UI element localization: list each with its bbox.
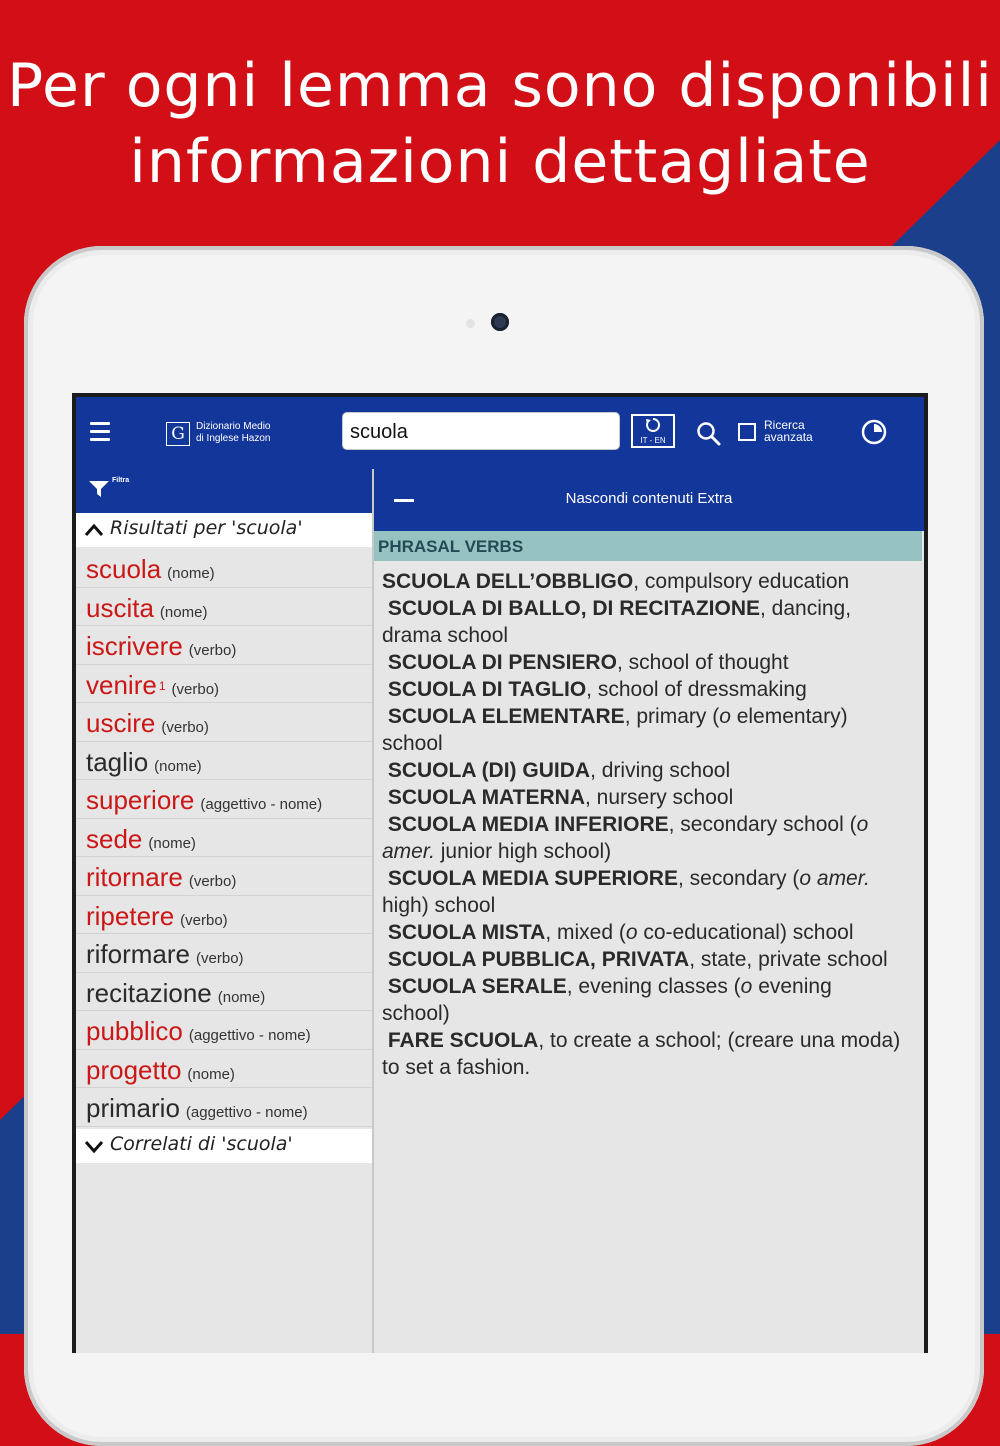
advanced-search-line-2: avanzata xyxy=(764,430,813,444)
entry-note: o xyxy=(719,705,731,728)
result-word[interactable] xyxy=(86,863,236,896)
section-title: PHRASAL VERBS xyxy=(378,537,524,556)
hamburger-icon[interactable] xyxy=(90,422,110,444)
result-word[interactable] xyxy=(86,1017,311,1050)
entry-note: o xyxy=(625,921,638,944)
entry-note: o amer. xyxy=(382,813,869,863)
result-word[interactable] xyxy=(86,632,236,665)
result-word-text: scuola xyxy=(86,554,162,584)
entry-headword: SCUOLA MATERNA xyxy=(387,786,585,809)
light-sensor xyxy=(466,319,475,328)
result-item[interactable] xyxy=(76,588,372,627)
part-of-speech: (aggettivo - nome) xyxy=(188,1027,311,1044)
advanced-search-checkbox[interactable] xyxy=(738,423,756,441)
entry-translation: , school of dressmaking xyxy=(586,678,807,701)
part-of-speech: (nome) xyxy=(167,565,215,582)
result-item[interactable] xyxy=(76,780,372,819)
results-list xyxy=(76,549,372,1127)
part-of-speech: (verbo) xyxy=(171,680,220,698)
part-of-speech: (verbo) xyxy=(188,873,237,890)
entry-translation: , dancing, drama school xyxy=(382,597,852,647)
entry-headword: SCUOLA MISTA xyxy=(387,921,546,944)
filter-icon[interactable] xyxy=(88,477,110,499)
result-item[interactable] xyxy=(76,857,372,896)
results-header[interactable] xyxy=(76,513,372,547)
result-word[interactable] xyxy=(86,979,265,1012)
search-icon[interactable] xyxy=(696,421,722,447)
entry-translation: , nursery school xyxy=(585,786,734,809)
search-input[interactable] xyxy=(342,412,620,450)
result-word-text: venire xyxy=(86,669,157,700)
result-word-text: taglio xyxy=(86,746,149,777)
entry-note: o amer. xyxy=(799,867,870,890)
result-word-text: ritornare xyxy=(86,862,183,892)
entry-translation: , state, private school xyxy=(689,948,888,971)
logo-text xyxy=(196,421,271,445)
part-of-speech: (nome) xyxy=(154,757,202,775)
result-word-text: primario xyxy=(86,1093,180,1123)
entry-headword: SCUOLA PUBBLICA, PRIVATA xyxy=(387,948,690,971)
headline-line-2: informazioni dettagliate xyxy=(129,127,871,197)
result-word[interactable] xyxy=(86,748,202,781)
phrasal-entry xyxy=(382,948,888,971)
entry-translation: , secondary ( xyxy=(677,867,800,890)
front-camera xyxy=(491,313,509,331)
entry-translation: elementary) school xyxy=(382,705,848,755)
phrasal-entry xyxy=(382,921,854,944)
result-word[interactable] xyxy=(86,786,322,819)
result-word[interactable] xyxy=(86,902,228,935)
promo-headline xyxy=(0,48,1000,200)
result-item[interactable] xyxy=(76,626,372,665)
homograph-number: 1 xyxy=(158,678,166,693)
result-word-text: superiore xyxy=(86,785,195,815)
result-item[interactable] xyxy=(76,703,372,742)
part-of-speech: (nome) xyxy=(187,1065,235,1083)
tablet-screen xyxy=(72,393,928,1353)
top-toolbar xyxy=(76,397,924,469)
result-word-text: pubblico xyxy=(86,1016,183,1046)
phrasal-entry xyxy=(382,678,807,701)
result-word-text: ripetere xyxy=(86,900,175,931)
entry-panel xyxy=(374,469,924,1353)
result-word-text: iscrivere xyxy=(86,631,183,661)
result-word[interactable] xyxy=(86,709,209,742)
entry-content xyxy=(382,568,902,1081)
entry-headword: SCUOLA DI BALLO, DI RECITAZIONE xyxy=(387,597,760,620)
logo-line-2: di Inglese Hazon xyxy=(196,433,271,444)
entry-translation: , primary ( xyxy=(624,705,720,728)
results-panel xyxy=(76,469,374,1353)
entry-headword: SCUOLA DI PENSIERO xyxy=(387,651,617,674)
search-input-value[interactable]: scuola xyxy=(350,421,408,443)
result-word[interactable] xyxy=(86,825,196,858)
results-header-label: Risultati per 'scuola' xyxy=(110,517,303,539)
dictionary-app xyxy=(76,397,924,1353)
result-item[interactable] xyxy=(76,1011,372,1050)
result-word[interactable] xyxy=(86,1094,308,1127)
result-item[interactable] xyxy=(76,934,372,973)
swap-icon xyxy=(645,417,661,433)
part-of-speech: (verbo) xyxy=(161,719,209,736)
entry-translation: , driving school xyxy=(590,759,731,782)
entry-note: o xyxy=(740,975,753,998)
filter-label: Filtra xyxy=(112,477,130,484)
result-item[interactable] xyxy=(76,1088,372,1127)
advanced-search-line-1: Ricerca xyxy=(764,418,805,432)
part-of-speech: (verbo) xyxy=(180,911,228,929)
filter-bar[interactable] xyxy=(76,469,372,513)
related-header[interactable] xyxy=(76,1129,372,1163)
entry-translation: evening school) xyxy=(382,975,832,1025)
entry-translation: , secondary school ( xyxy=(668,813,857,836)
section-header xyxy=(374,531,922,561)
result-item[interactable] xyxy=(76,549,372,588)
phrasal-entry xyxy=(382,975,832,1025)
result-item[interactable] xyxy=(76,896,372,935)
phrasal-entry xyxy=(382,786,733,809)
phrasal-entry xyxy=(382,813,868,863)
chevron-up-icon xyxy=(84,521,104,539)
entry-headword: FARE SCUOLA xyxy=(387,1029,539,1052)
related-header-label: Correlati di 'scuola' xyxy=(110,1133,293,1155)
part-of-speech: (verbo) xyxy=(196,950,244,967)
result-word[interactable] xyxy=(86,555,215,588)
chevron-down-icon xyxy=(84,1137,104,1155)
entry-headword: SCUOLA DI TAGLIO xyxy=(387,678,587,701)
phrasal-entry xyxy=(382,570,849,593)
result-item[interactable] xyxy=(76,742,372,781)
part-of-speech: (nome) xyxy=(217,988,266,1006)
entry-headword: SCUOLA MEDIA SUPERIORE xyxy=(387,867,678,890)
entry-translation: co-educational) school xyxy=(637,921,854,944)
part-of-speech: (nome) xyxy=(159,603,208,621)
result-word[interactable] xyxy=(86,671,219,704)
phrasal-entry xyxy=(382,651,789,674)
result-word-text: sede xyxy=(86,823,143,854)
result-item[interactable] xyxy=(76,665,372,704)
advanced-search-label[interactable] xyxy=(764,419,813,443)
logo-line-1: Dizionario Medio xyxy=(196,421,271,432)
entry-headword: SCUOLA SERALE xyxy=(387,975,567,998)
app-logo xyxy=(166,421,276,447)
part-of-speech: (verbo) xyxy=(188,642,237,659)
result-item[interactable] xyxy=(76,973,372,1012)
entry-translation: , evening classes ( xyxy=(566,975,741,998)
result-word-text: riformare xyxy=(86,939,191,969)
result-word-text: uscire xyxy=(86,708,156,738)
logo-mark: G xyxy=(166,422,190,446)
phrasal-entry xyxy=(382,759,730,782)
result-word[interactable] xyxy=(86,940,244,973)
phrasal-entry xyxy=(382,867,870,917)
part-of-speech: (aggettivo - nome) xyxy=(185,1104,308,1121)
language-toggle-label: IT - EN xyxy=(640,436,666,445)
entry-translation: , school of thought xyxy=(616,651,789,674)
entry-headword: SCUOLA DELL’OBBLIGO xyxy=(382,570,634,593)
entry-headword: SCUOLA ELEMENTARE xyxy=(387,705,625,728)
result-word[interactable] xyxy=(86,594,207,627)
result-word[interactable] xyxy=(86,1056,235,1089)
entry-translation: junior high school) xyxy=(434,840,612,863)
part-of-speech: (nome) xyxy=(148,834,196,852)
clock-icon[interactable] xyxy=(861,419,887,445)
part-of-speech: (aggettivo - nome) xyxy=(200,796,323,813)
result-item[interactable] xyxy=(76,819,372,858)
entry-translation: , compulsory education xyxy=(633,570,850,593)
entry-translation: , to create a school; (creare una moda) to set a fashion. xyxy=(382,1029,901,1079)
headline-line-1: Per ogni lemma sono disponibili xyxy=(7,51,993,121)
result-word-text: uscita xyxy=(86,592,154,623)
entry-headword: SCUOLA MEDIA INFERIORE xyxy=(387,813,669,836)
extra-content-toggle[interactable] xyxy=(374,469,924,531)
entry-headword: SCUOLA (DI) GUIDA xyxy=(387,759,591,782)
result-item[interactable] xyxy=(76,1050,372,1089)
language-toggle-button[interactable] xyxy=(631,414,675,448)
entry-translation: high) school xyxy=(382,894,496,917)
result-word-text: recitazione xyxy=(86,977,212,1008)
entry-translation: , mixed ( xyxy=(545,921,626,944)
phrasal-entry xyxy=(382,597,851,647)
phrasal-entry xyxy=(382,705,848,755)
phrasal-entry xyxy=(382,1029,900,1079)
extra-content-toggle-label: Nascondi contenuti Extra xyxy=(565,490,733,507)
result-word-text: progetto xyxy=(86,1054,182,1085)
